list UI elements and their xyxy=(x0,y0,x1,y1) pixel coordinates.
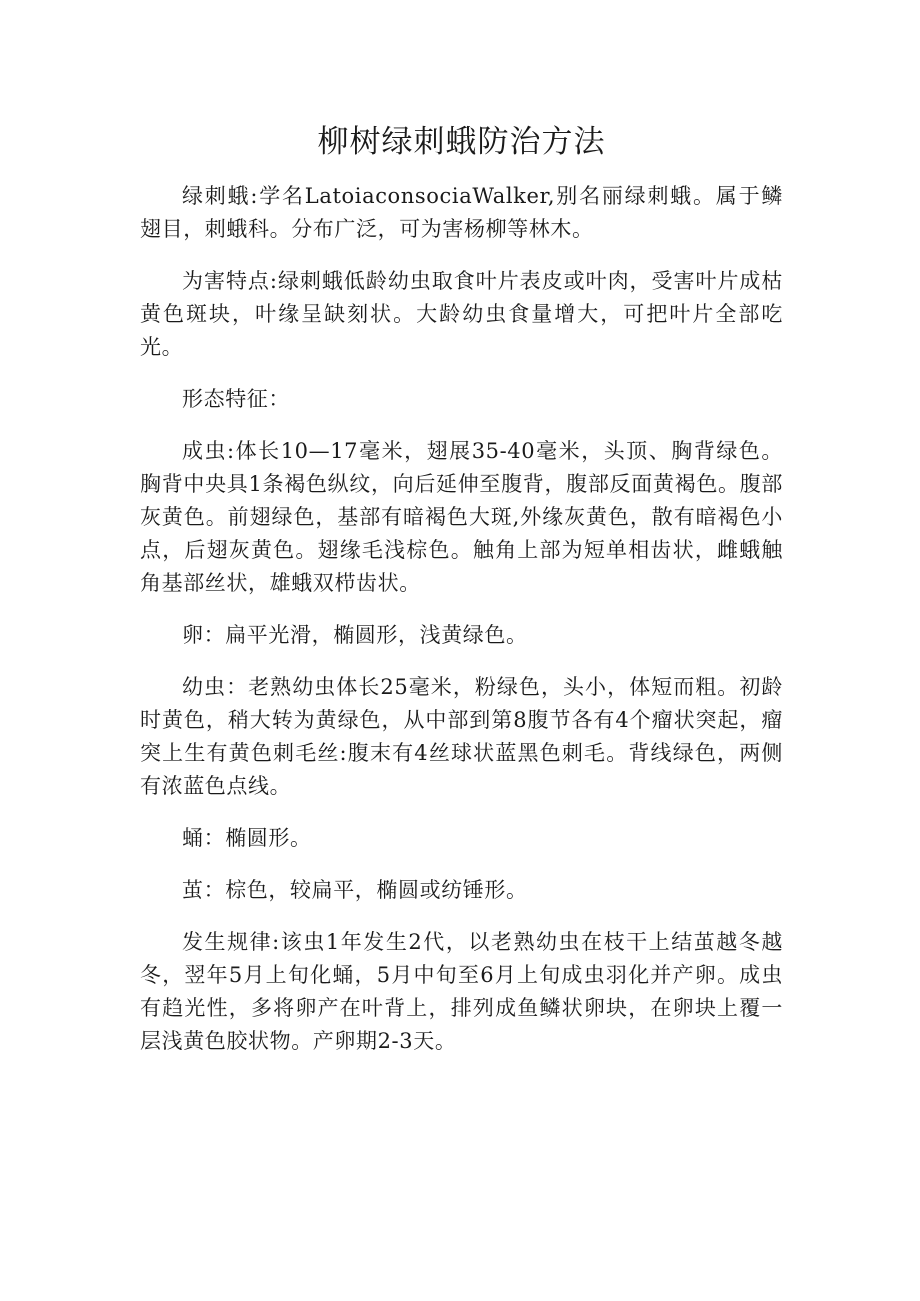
paragraph-morphology-heading: 形态特征： xyxy=(182,387,290,411)
paragraph-damage: 为害特点:绿刺蛾低龄幼虫取食叶片表皮或叶肉，受害叶片成枯黄色斑块，叶缘呈缺刻状。大龄幼虫食量增大，可把叶片全部吃光。 xyxy=(140,269,783,359)
paragraph-cocoon: 茧：棕色，较扁平，椭圆或纺锤形。 xyxy=(182,878,528,902)
document-page xyxy=(140,112,783,1077)
paragraph-larva: 幼虫：老熟幼虫体长25毫米，粉绿色，头小，体短而粗。初龄时黄色，稍大转为黄绿色，从中部到第8腹节各有4个瘤状突起，瘤突上生有黄色刺毛丝:腹末有4丝球状蓝黑色刺毛。背线绿色，两侧有浓蓝色点线。 xyxy=(140,675,783,798)
paragraph-egg: 卵：扁平光滑，椭圆形，浅黄绿色。 xyxy=(182,623,528,647)
document-title: 柳树绿刺蛾防治方法 xyxy=(317,124,606,160)
paragraph-pupa: 蛹：椭圆形。 xyxy=(182,826,312,850)
paragraph-adult: 成虫:体长10—17毫米，翅展35-40毫米，头顶、胸背绿色。胸背中央具1条褐色纵纹，向后延伸至腹背，腹部反面黄褐色。腹部灰黄色。前翅绿色，基部有暗褐色大斑,外缘灰黄色，散有暗褐色小点，后翅灰黄色。翅缘毛浅棕色。触角上部为短单相齿状，雌蛾触角基部丝状，雄蛾双栉齿状。 xyxy=(140,439,783,595)
paragraph-intro: 绿刺蛾:学名LatoiaconsociaWalker,别名丽绿刺蛾。属于鳞翅目，刺蛾科。分布广泛，可为害杨柳等林木。 xyxy=(140,184,783,241)
paragraph-life-cycle: 发生规律:该虫1年发生2代，以老熟幼虫在枝干上结茧越冬越冬，翌年5月上旬化蛹，5月中旬至6月上旬成虫羽化并产卵。成虫有趋光性，多将卵产在叶背上，排列成鱼鳞状卵块，在卵块上覆一层浅黄色胶状物。产卵期2-3天。 xyxy=(140,930,783,1053)
